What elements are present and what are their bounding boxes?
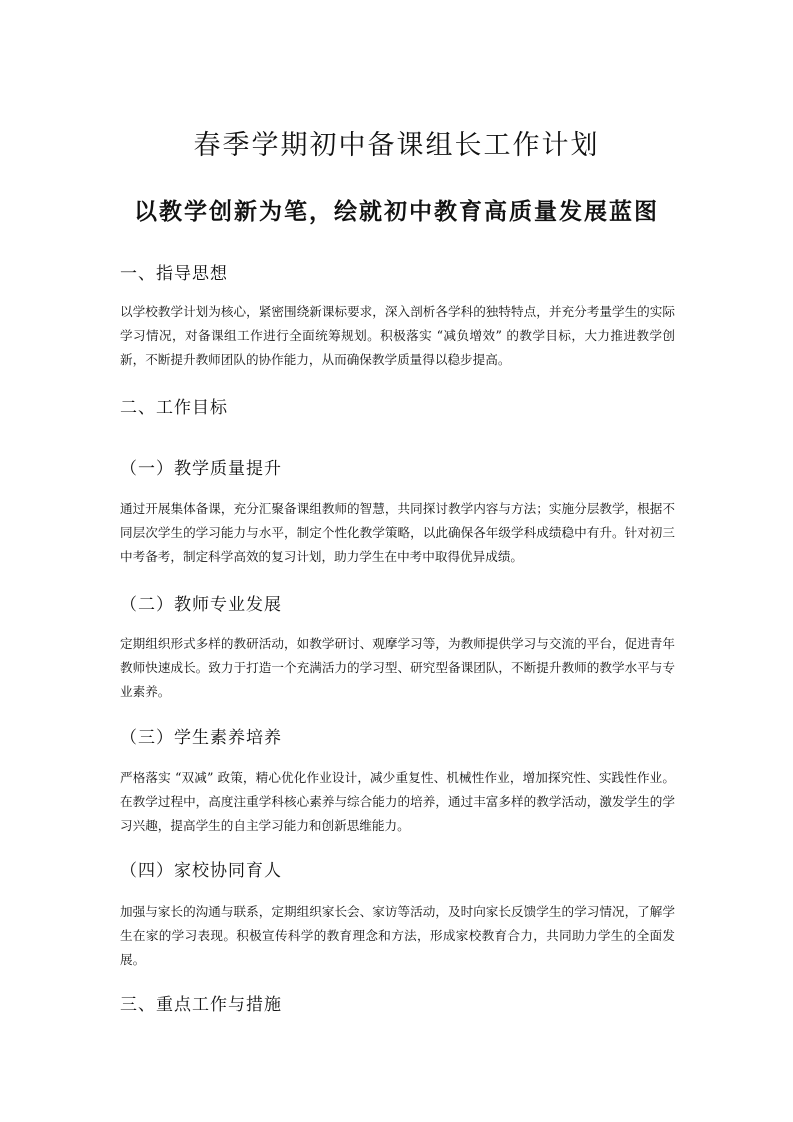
section-heading-key-work: 三、重点工作与措施 xyxy=(120,995,282,1015)
document-subtitle: 以教学创新为笔，绘就初中教育高质量发展蓝图 xyxy=(134,198,659,225)
subsection-heading-family: （四）家校协同育人 xyxy=(120,861,282,881)
family-paragraph: 加强与家长的沟通与联系，定期组织家长会、家访等活动，及时向家长反馈学生的学习情况，了解学生在家的学习表现。积极宣传科学的教育理念和方法，形成家校教育合力，共同助力学生的全面发展。 xyxy=(120,904,675,967)
subsection-heading-quality: （一）教学质量提升 xyxy=(120,459,282,479)
document-title: 春季学期初中备课组长工作计划 xyxy=(193,130,600,161)
section-heading-guiding: 一、指导思想 xyxy=(120,264,228,284)
subsection-heading-teacher: （二）教师专业发展 xyxy=(120,595,282,615)
student-paragraph: 严格落实 “双减” 政策，精心优化作业设计，减少重复性、机械性作业，增加探究性、实践性作业。在教学过程中，高度注重学科核心素养与综合能力的培养，通过丰富多样的教学活动，激发学生的学习兴趣，提高学生的自主学习能力和创新思维能力。 xyxy=(120,770,675,833)
guiding-paragraph: 以学校教学计划为核心，紧密围绕新课标要求，深入剖析各学科的独特特点，并充分考量学生的实际学习情况，对备课组工作进行全面统筹规划。积极落实 “减负增效” 的教学目标，大力推进教学创新，不断提升教师团队的协作能力，从而确保教学质量得以稳步提高。 xyxy=(120,304,675,367)
section-heading-goals: 二、工作目标 xyxy=(120,398,228,418)
teacher-paragraph: 定期组织形式多样的教研活动，如教学研讨、观摩学习等，为教师提供学习与交流的平台，促进青年教师快速成长。致力于打造一个充满活力的学习型、研究型备课团队，不断提升教师的教学水平与专业素养。 xyxy=(120,636,675,699)
subsection-heading-student: （三）学生素养培养 xyxy=(120,728,282,748)
quality-paragraph: 通过开展集体备课，充分汇聚备课组教师的智慧，共同探讨教学内容与方法；实施分层教学，根据不同层次学生的学习能力与水平，制定个性化教学策略，以此确保各年级学科成绩稳中有升。针对初三中考备考，制定科学高效的复习计划，助力学生在中考中取得优异成绩。 xyxy=(120,501,675,564)
